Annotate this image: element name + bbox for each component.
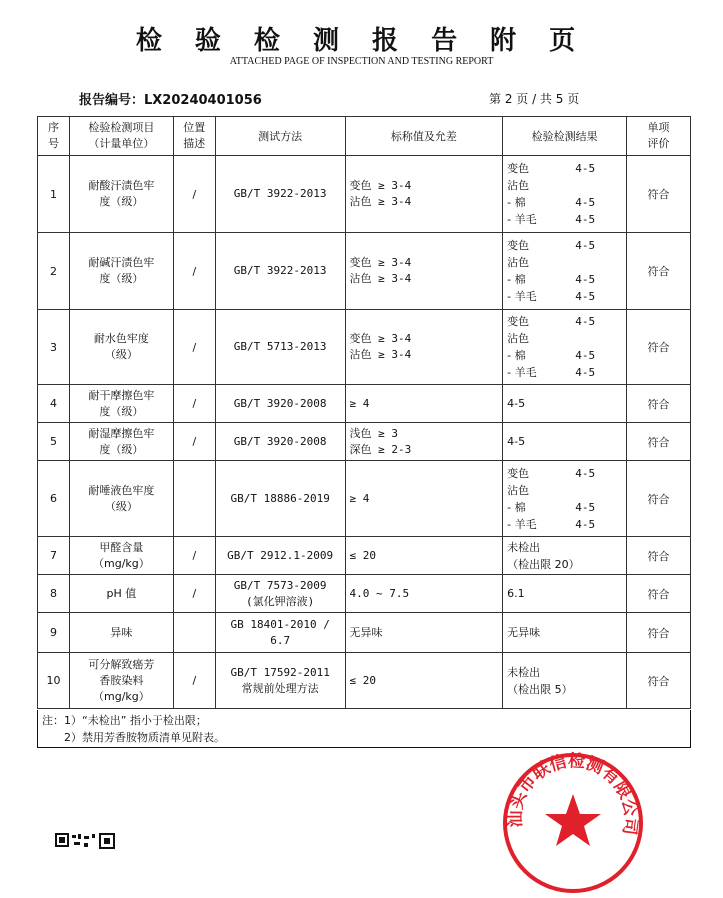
cell-result: 4-5	[503, 423, 627, 461]
table-header-row	[38, 117, 691, 156]
cell-item: 耐水色牢度 （级）	[69, 310, 173, 385]
cell-evaluation: 符合	[627, 653, 691, 709]
cell-item: 耐唾液色牢度 （级）	[69, 461, 173, 537]
report-subtitle: ATTACHED PAGE OF INSPECTION AND TESTING REPORT	[229, 56, 494, 67]
cell-standard: 无异味	[345, 613, 503, 653]
cell-seq: 3	[38, 310, 70, 385]
cell-item: 耐酸汗渍色牢 度（级）	[69, 156, 173, 233]
cell-seq: 4	[38, 385, 70, 423]
cell-evaluation: 符合	[627, 613, 691, 653]
cell-standard: ≤ 20	[345, 537, 503, 575]
cell-method: GB/T 3920-2008	[215, 385, 345, 423]
table-row	[38, 461, 691, 537]
cell-item: 耐湿摩擦色牢 度（级）	[69, 423, 173, 461]
table-row	[38, 385, 691, 423]
cell-position	[173, 461, 215, 537]
table-row	[38, 233, 691, 310]
cell-evaluation: 符合	[627, 575, 691, 613]
table-row	[38, 575, 691, 613]
table-row	[38, 613, 691, 653]
table-row	[38, 310, 691, 385]
cell-item: 耐干摩擦色牢 度（级）	[69, 385, 173, 423]
cell-result: 变色 4-5 沾色 - 棉 4-5 - 羊毛 4-5	[503, 310, 627, 385]
table-row	[38, 537, 691, 575]
cell-standard: 4.0 ~ 7.5	[345, 575, 503, 613]
page-indicator: 第 2 页 / 共 5 页	[489, 92, 580, 106]
cell-seq: 9	[38, 613, 70, 653]
header-standard: 标称值及允差	[345, 117, 503, 156]
cell-evaluation: 符合	[627, 156, 691, 233]
cell-method: GB/T 3922-2013	[215, 156, 345, 233]
seal-text: 汕头市联信检测有限公司	[505, 751, 641, 837]
cell-method: GB 18401-2010 / 6.7	[215, 613, 345, 653]
cell-result: 4-5	[503, 385, 627, 423]
cell-seq: 6	[38, 461, 70, 537]
cell-standard: 变色 ≥ 3-4 沾色 ≥ 3-4	[345, 310, 503, 385]
inspection-table	[37, 116, 691, 709]
report-number: 报告编号：LX20240401056	[79, 93, 262, 108]
cell-seq: 8	[38, 575, 70, 613]
company-seal	[498, 748, 648, 898]
cell-position: /	[173, 423, 215, 461]
cell-evaluation: 符合	[627, 461, 691, 537]
header-method: 测试方法	[215, 117, 345, 156]
cell-standard: 浅色 ≥ 3 深色 ≥ 2-3	[345, 423, 503, 461]
cell-method: GB/T 7573-2009 (氯化钾溶液)	[215, 575, 345, 613]
table-row	[38, 423, 691, 461]
cell-method: GB/T 17592-2011 常规前处理方法	[215, 653, 345, 709]
cell-result: 6.1	[503, 575, 627, 613]
cell-seq: 5	[38, 423, 70, 461]
report-title: 检 验 检 测 报 告 附 页	[135, 26, 588, 56]
cell-result: 未检出 （检出限 20）	[503, 537, 627, 575]
cell-item: 甲醛含量 （mg/kg）	[69, 537, 173, 575]
cell-standard: ≥ 4	[345, 461, 503, 537]
table-row	[38, 156, 691, 233]
cell-method: GB/T 2912.1-2009	[215, 537, 345, 575]
note-1: 注：1）“未检出” 指小于检出限；	[42, 714, 207, 727]
cell-method: GB/T 18886-2019	[215, 461, 345, 537]
cell-evaluation: 符合	[627, 310, 691, 385]
cell-seq: 2	[38, 233, 70, 310]
cell-method: GB/T 3922-2013	[215, 233, 345, 310]
cell-evaluation: 符合	[627, 423, 691, 461]
cell-seq: 10	[38, 653, 70, 709]
cell-standard: 变色 ≥ 3-4 沾色 ≥ 3-4	[345, 233, 503, 310]
header-position: 位置 描述	[173, 117, 215, 156]
header-seq: 序 号	[38, 117, 70, 156]
cell-position: /	[173, 653, 215, 709]
seal-star-icon	[545, 794, 601, 846]
cell-standard: ≥ 4	[345, 385, 503, 423]
cell-result: 变色 4-5 沾色 - 棉 4-5 - 羊毛 4-5	[503, 156, 627, 233]
cell-item: 可分解致癌芳 香胺染料 （mg/kg）	[69, 653, 173, 709]
cell-evaluation: 符合	[627, 537, 691, 575]
cell-position: /	[173, 385, 215, 423]
cell-position: /	[173, 537, 215, 575]
cell-position: /	[173, 156, 215, 233]
cell-result: 未检出 （检出限 5）	[503, 653, 627, 709]
cell-position	[173, 613, 215, 653]
cell-result: 无异味	[503, 613, 627, 653]
cell-item: pH 值	[69, 575, 173, 613]
cell-position: /	[173, 233, 215, 310]
notes	[37, 710, 691, 748]
cell-item: 异味	[69, 613, 173, 653]
qr-code-icon	[54, 832, 118, 852]
cell-seq: 1	[38, 156, 70, 233]
cell-method: GB/T 3920-2008	[215, 423, 345, 461]
cell-position: /	[173, 575, 215, 613]
table-row	[38, 653, 691, 709]
header-item: 检验检测项目 （计量单位）	[69, 117, 173, 156]
note-2: 2）禁用芳香胺物质清单见附表。	[64, 731, 225, 744]
cell-result: 变色 4-5 沾色 - 棉 4-5 - 羊毛 4-5	[503, 233, 627, 310]
cell-item: 耐碱汗渍色牢 度（级）	[69, 233, 173, 310]
cell-result: 变色 4-5 沾色 - 棉 4-5 - 羊毛 4-5	[503, 461, 627, 537]
cell-evaluation: 符合	[627, 385, 691, 423]
cell-position: /	[173, 310, 215, 385]
cell-method: GB/T 5713-2013	[215, 310, 345, 385]
cell-standard: ≤ 20	[345, 653, 503, 709]
header-evaluation: 单项 评价	[627, 117, 691, 156]
cell-evaluation: 符合	[627, 233, 691, 310]
cell-standard: 变色 ≥ 3-4 沾色 ≥ 3-4	[345, 156, 503, 233]
cell-seq: 7	[38, 537, 70, 575]
header-result: 检验检测结果	[503, 117, 627, 156]
